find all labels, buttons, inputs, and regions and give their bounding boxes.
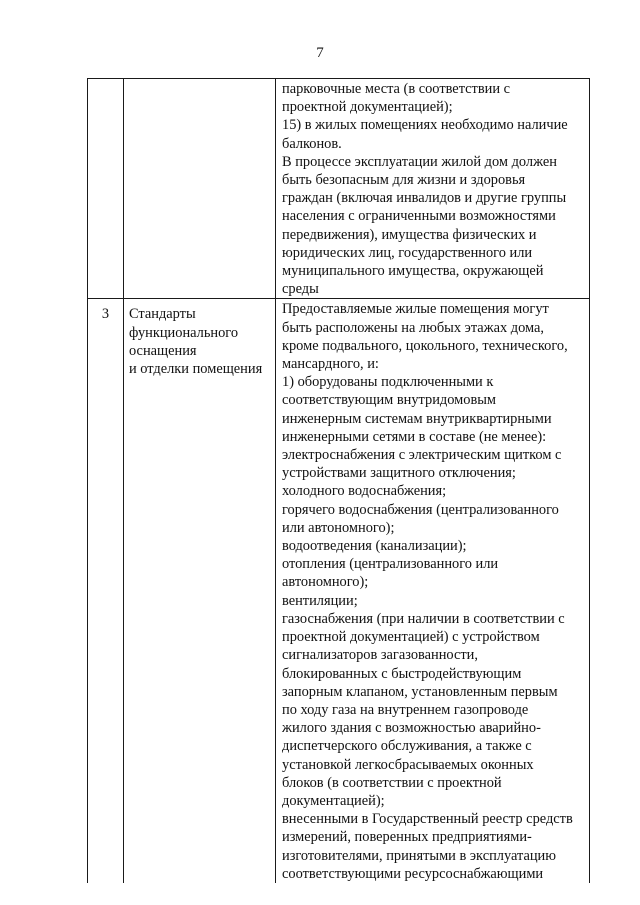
table-row: [88, 299, 590, 883]
row-text-line: вентиляции;: [282, 592, 358, 609]
row-text-line: блоков (в соответствии с проектной: [282, 774, 502, 791]
row-text-line: жилого здания с возможностью аварийно-: [282, 720, 541, 737]
row-text-line: соответствующими ресурсоснабжающими: [282, 865, 544, 882]
row-text-line: проектной документацией) с устройством: [282, 629, 540, 646]
row-text-line: 1) оборудованы подключенными к: [282, 374, 494, 391]
row-number-cell: 3: [88, 299, 124, 883]
row-text-line: измерений, поверенных предприятиями-: [282, 829, 532, 846]
row-text-line: населения с ограниченными возможностями: [282, 208, 556, 225]
row-text-line: В процессе эксплуатации жилой дом должен: [282, 153, 557, 170]
row-text-line: диспетчерского обслуживания, а также с: [282, 738, 532, 755]
row-text-line: кроме подвального, цокольного, технического,: [282, 337, 568, 354]
row-name: [129, 305, 275, 378]
row-text-line: холодного водоснабжения;: [282, 483, 447, 500]
row-text-line: по ходу газа на внутреннем газопроводе: [282, 701, 529, 718]
row-text-line: запорным клапаном, установленным первым: [282, 683, 558, 700]
row-text: [282, 80, 589, 298]
row-text-line: электроснабжения с электрическим щитком с: [282, 447, 562, 464]
row-text-line: муниципального имущества, окружающей: [282, 263, 544, 280]
table-row: [88, 79, 590, 299]
row-text-line: инженерными сетями в составе (не менее):: [282, 428, 547, 445]
row-text-cell: [276, 79, 590, 299]
row-text-line: блокированных с быстродействующим: [282, 665, 522, 682]
row-text-cell: [276, 299, 590, 883]
row-text-line: газоснабжения (при наличии в соответствии с: [282, 610, 565, 627]
row-text-line: Предоставляемые жилые помещения могут: [282, 301, 549, 318]
row-text-line: юридических лиц, государственного или: [282, 244, 533, 261]
row-text-line: соответствующим внутридомовым: [282, 392, 497, 409]
row-name-line: оснащения: [129, 342, 197, 359]
row-text-line: среды: [282, 281, 319, 298]
row-text-line: граждан (включая инвалидов и другие группы: [282, 190, 567, 207]
row-text-line: установкой легкосбрасываемых оконных: [282, 756, 534, 773]
row-text-line: автономного);: [282, 574, 369, 591]
row-text-line: отопления (централизованного или: [282, 556, 499, 573]
row-text-line: горячего водоснабжения (централизованного: [282, 501, 559, 518]
row-name-line: Стандарты: [129, 306, 196, 323]
row-text-line: балконов.: [282, 135, 342, 152]
row-text-line: мансардного, и:: [282, 356, 379, 373]
row-text: [282, 300, 589, 883]
row-name-cell: [124, 299, 276, 883]
row-name-line: и отделки помещения: [129, 361, 263, 378]
row-text-line: быть безопасным для жизни и здоровья: [282, 172, 526, 189]
row-number-cell: [88, 79, 124, 299]
row-text-line: водоотведения (канализации);: [282, 538, 467, 555]
row-text-line: внесенными в Государственный реестр средств: [282, 811, 573, 828]
row-text-line: парковочные места (в соответствии с: [282, 81, 511, 97]
row-text-line: сигнализаторов загазованности,: [282, 647, 478, 664]
requirements-table: [87, 78, 590, 883]
row-text-line: проектной документацией);: [282, 99, 453, 116]
page-number: 7: [316, 45, 324, 61]
row-text-line: документацией);: [282, 792, 385, 809]
row-text-line: или автономного);: [282, 519, 395, 536]
row-name-cell: [124, 79, 276, 299]
row-text-line: изготовителями, принятыми в эксплуатацию: [282, 847, 556, 864]
row-name-line: функционального: [129, 324, 239, 341]
row-text-line: передвижения), имущества физических и: [282, 226, 537, 243]
row-text-line: быть расположены на любых этажах дома,: [282, 319, 545, 336]
row-text-line: 15) в жилых помещениях необходимо наличие: [282, 117, 568, 134]
row-text-line: инженерным системам внутриквартирными: [282, 410, 552, 427]
row-text-line: устройствами защитного отключения;: [282, 465, 516, 482]
